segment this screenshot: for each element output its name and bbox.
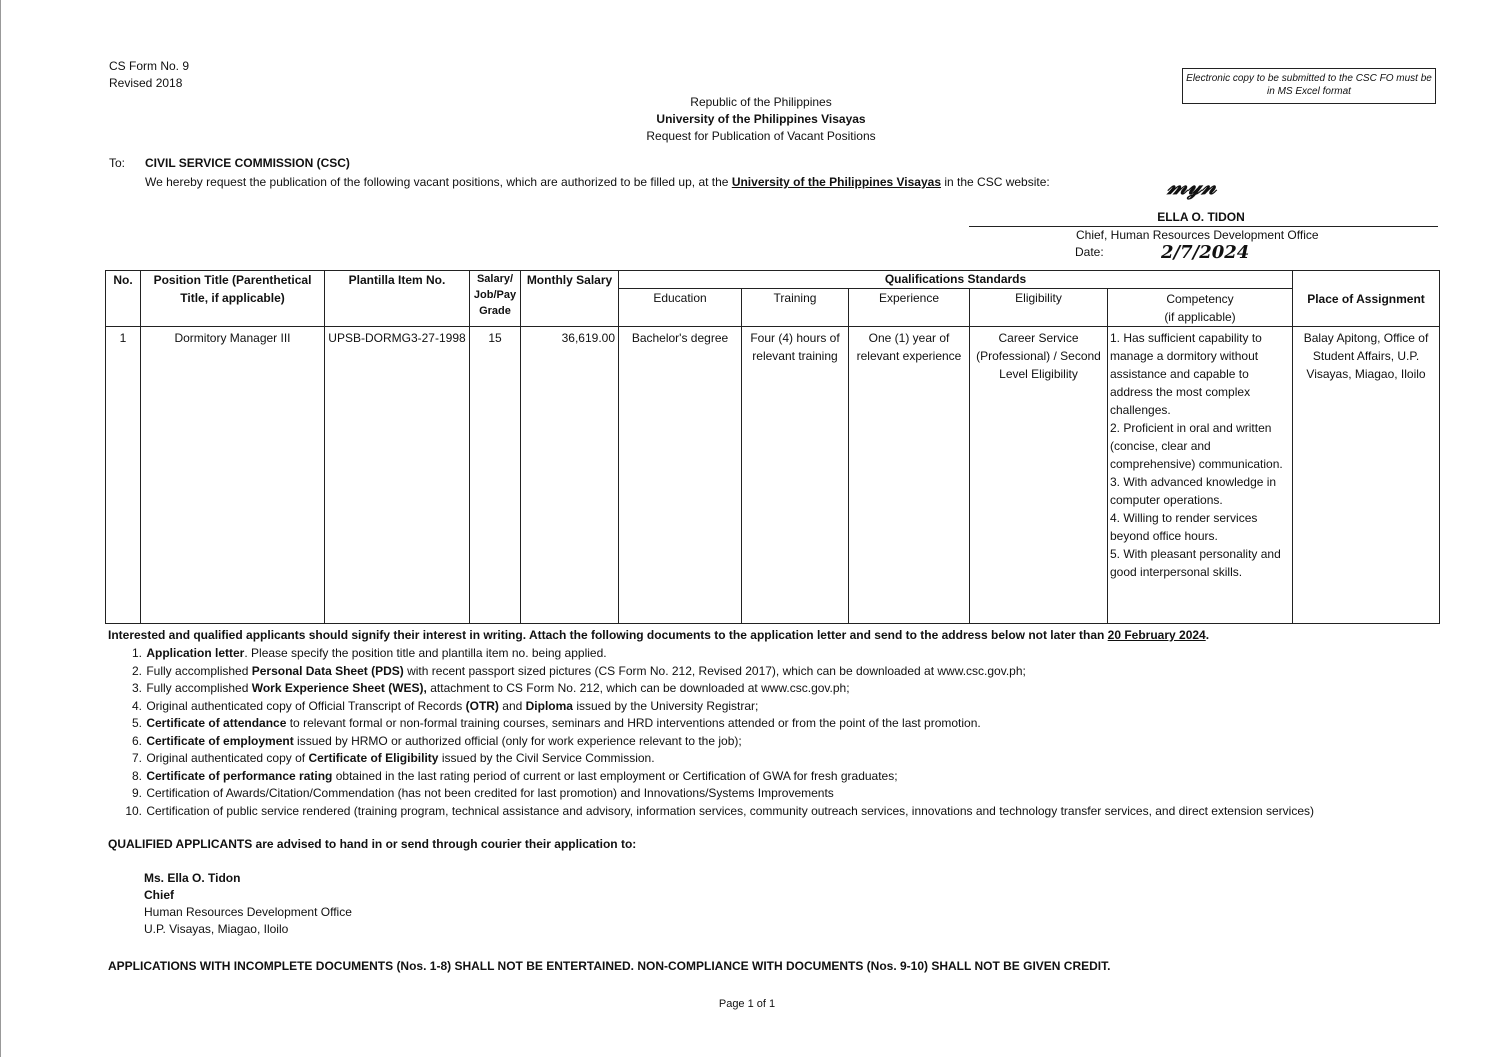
address-name: Ms. Ella O. Tidon — [144, 871, 241, 885]
requirement-text: Certificate of Eligibility — [308, 751, 439, 765]
header-place-of-assignment: Place of Assignment — [1293, 271, 1440, 327]
republic-line: Republic of the Philippines — [690, 95, 832, 109]
university-line: University of the Philippines Visayas — [656, 112, 866, 126]
requirement-item — [108, 785, 1314, 803]
request-sentence — [145, 174, 1050, 191]
requirement-text: Diploma — [525, 698, 573, 713]
address-location: U.P. Visayas, Miagao, Iloilo — [144, 922, 289, 936]
requirement-item — [108, 680, 1314, 698]
requirement-text: and — [498, 698, 526, 713]
cell-salary-grade: 15 — [470, 327, 521, 624]
requirement-number: 6. — [131, 733, 142, 748]
requirement-number: 2. — [131, 663, 142, 678]
header-position-title: Position Title (Parenthetical Title, if applicable) — [141, 271, 325, 327]
requirement-text: to relevant formal or non-formal training courses, seminars and HRD interventions attended or from the point of the last promotion. — [286, 716, 981, 730]
vacant-positions-table — [105, 270, 1440, 624]
page-number: Page 1 of 1 — [718, 998, 776, 1010]
requirement-item — [108, 803, 1314, 821]
document-header — [561, 94, 961, 145]
requirement-text: Application letter — [146, 646, 245, 660]
requirement-text: Fully accomplished — [146, 681, 252, 695]
requirement-text: obtained in the last rating period of current or last employment or Certification of GWA for fresh graduates; — [332, 768, 898, 783]
requirement-number: 9. — [131, 786, 142, 800]
requirement-text: Certification of Awards/Citation/Commendation (has not been credited for last promotion) and Innovations/Systems Improvements — [146, 786, 834, 800]
requirement-text: Work Experience Sheet (WES), — [251, 681, 427, 695]
requirement-item — [108, 698, 1314, 716]
requirement-number: 3. — [131, 681, 142, 695]
date-label: Date: — [1075, 245, 1104, 259]
incomplete-documents-warning: APPLICATIONS WITH INCOMPLETE DOCUMENTS (Nos. 1-8) SHALL NOT BE ENTERTAINED. NON-COMPLIANCE WITH DOCUMENTS (Nos. 9-10) SHALL NOT BE GIVEN CREDIT. — [108, 959, 1111, 973]
date-handwritten: 2/7/2024 — [1161, 242, 1250, 263]
signatory-name: ELLA O. TIDON — [1157, 210, 1245, 224]
requirement-number: 10. — [125, 803, 142, 818]
header-competency: Competency (if applicable) — [1108, 289, 1293, 327]
cell-monthly-salary: 36,619.00 — [521, 327, 619, 624]
header-training: Training — [742, 289, 849, 327]
header-no: No. — [106, 271, 141, 327]
cell-place-of-assignment: Balay Apitong, Office of Student Affairs, U.P. Visayas, Miagao, Iloilo — [1293, 327, 1440, 624]
requirement-text: Personal Data Sheet (PDS) — [251, 663, 404, 678]
qualified-applicants-note: QUALIFIED APPLICANTS are advised to hand in or send through courier their application to: — [108, 837, 637, 851]
instructions-period: . — [1205, 628, 1210, 642]
cell-experience: One (1) year of relevant experience — [849, 327, 970, 624]
address-position: Chief — [144, 888, 174, 902]
requirement-text: Fully accomplished — [146, 663, 252, 678]
cell-eligibility: Career Service (Professional) / Second Level Eligibility — [970, 327, 1108, 624]
requirement-text: issued by HRMO or authorized official (only for work experience relevant to the job); — [293, 733, 742, 748]
instructions-text: Interested and qualified applicants should signify their interest in writing. Attach the following documents to the application letter and send to the address below not later than — [108, 628, 1108, 642]
request-text-pre: We hereby request the publication of the following vacant positions, which are authorized to be filled up, at the — [145, 175, 732, 189]
cell-no: 1 — [106, 327, 141, 624]
requirement-text: Certificate of performance rating — [146, 768, 333, 783]
requirement-text: with recent passport sized pictures (CS Form No. 212, Revised 2017), which can be downloaded at www.csc.gov.ph; — [403, 663, 1026, 678]
requirement-text: issued by the University Registrar; — [572, 698, 759, 713]
requirement-number: 4. — [131, 698, 142, 713]
requirement-text: . Please specify the position title and plantilla item no. being applied. — [244, 646, 607, 660]
application-deadline: 20 February 2024 — [1107, 628, 1206, 642]
requirement-item — [108, 715, 1314, 733]
requirement-number: 1. — [131, 646, 142, 660]
header-salary-grade: Salary/ Job/Pay Grade — [470, 271, 521, 327]
cell-plantilla-item: UPSB-DORMG3-27-1998 — [325, 327, 470, 624]
electronic-copy-notice: Electronic copy to be submitted to the CSC FO must be in MS Excel format — [1182, 68, 1436, 104]
requirement-text: issued by the Civil Service Commission. — [438, 751, 655, 765]
requirement-item — [108, 768, 1314, 786]
to-label: To: — [109, 156, 126, 170]
header-experience: Experience — [849, 289, 970, 327]
requirement-item — [108, 733, 1314, 751]
requirement-text: Certificate of attendance — [146, 716, 287, 730]
request-agency: University of the Philippines Visayas — [731, 175, 941, 189]
requirement-number: 7. — [131, 751, 142, 765]
form-number-label: CS Form No. 9 — [109, 59, 190, 73]
instructions-intro — [108, 627, 1209, 644]
cell-education: Bachelor's degree — [619, 327, 742, 624]
requirement-item — [108, 645, 1314, 663]
requirement-item — [108, 663, 1314, 681]
header-monthly-salary: Monthly Salary — [521, 271, 619, 327]
cell-competency: 1. Has sufficient capability to manage a dormitory without assistance and capable to address the most complex challenges. 2. Proficient in oral and written (concise, clear and comprehensive) communication. 3. With advanced knowledge in computer operations. 4. Willing to render services beyond office hours. 5. With pleasant personality and good interpersonal skills. — [1108, 327, 1293, 624]
cell-position-title: Dormitory Manager III — [141, 327, 325, 624]
mailing-address — [144, 870, 352, 938]
header-qualifications-standards: Qualifications Standards — [619, 271, 1293, 289]
requirement-number: 8. — [131, 768, 142, 783]
form-revised-label: Revised 2018 — [109, 76, 183, 90]
cell-training: Four (4) hours of relevant training — [742, 327, 849, 624]
signature-initials: 𝓂𝓎𝓃 — [1167, 171, 1217, 200]
requirement-text: Original authenticated copy of — [146, 751, 309, 765]
requirement-text: Certification of public service rendered (training program, technical assistance and advisory, information services, community outreach services, innovations and technology transfer services, and direct extension services) — [146, 803, 1314, 818]
header-plantilla-item: Plantilla Item No. — [325, 271, 470, 327]
requirement-item — [108, 750, 1314, 768]
table-row — [106, 327, 1440, 624]
requirements-list — [108, 645, 1314, 820]
requirement-number: 5. — [131, 716, 142, 730]
header-education: Education — [619, 289, 742, 327]
requirement-text: attachment to CS Form No. 212, which can be downloaded at www.csc.gov.ph; — [426, 681, 850, 695]
form-number — [109, 58, 189, 92]
requirement-text: Certificate of employment — [146, 733, 294, 748]
signatory-title: Chief, Human Resources Development Office — [1076, 228, 1319, 242]
addressee: CIVIL SERVICE COMMISSION (CSC) — [145, 156, 350, 170]
requirement-text: (OTR) — [465, 698, 499, 713]
address-office: Human Resources Development Office — [144, 905, 352, 919]
header-eligibility: Eligibility — [970, 289, 1108, 327]
requirement-text: Original authenticated copy of Official Transcript of Records — [146, 698, 466, 713]
document-subtitle: Request for Publication of Vacant Positions — [646, 129, 876, 143]
request-text-post: in the CSC website: — [941, 175, 1050, 189]
